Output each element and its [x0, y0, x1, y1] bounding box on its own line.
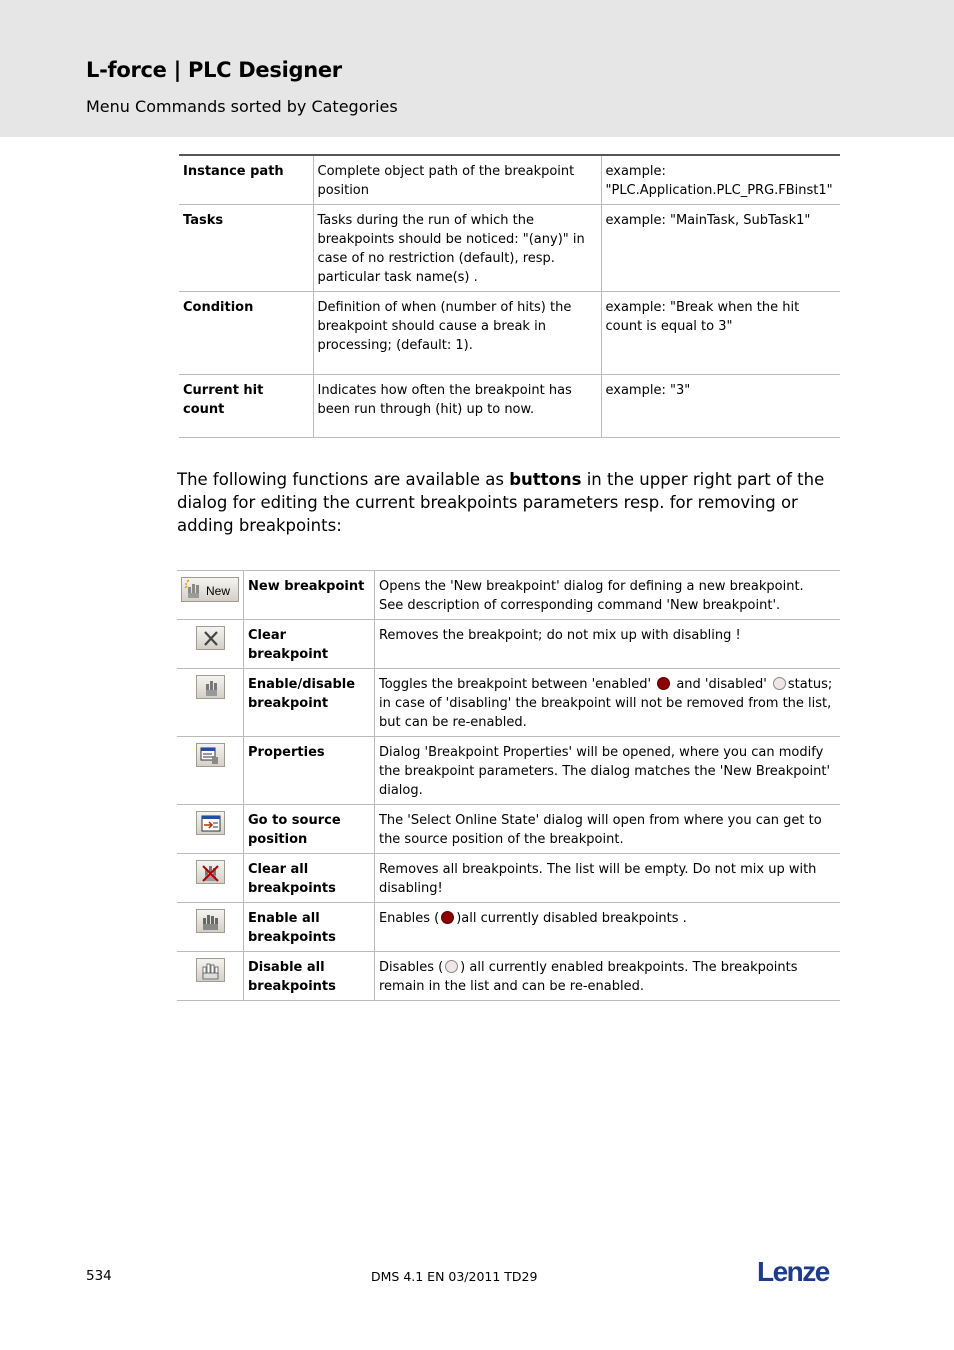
button-description: Dialog 'Breakpoint Properties' will be opened, where you can modify the breakpoint parameters. The dialog matches the 'New Breakpoint' dialog.	[374, 737, 840, 805]
param-description: Definition of when (number of hits) the breakpoint should cause a break in processing; (default: 1).	[313, 292, 601, 375]
button-description: Enables ( )all currently disabled breakpoints .	[374, 903, 840, 952]
table-row	[179, 205, 840, 292]
button-name: Clear breakpoint	[244, 620, 375, 669]
new-breakpoint-icon: New	[181, 577, 239, 602]
table-row	[177, 669, 840, 737]
svg-text:Lenze: Lenze	[757, 1256, 829, 1287]
button-name: Disable all breakpoints	[244, 952, 375, 1001]
document-title: L-force | PLC Designer	[86, 58, 342, 82]
clear-all-breakpoints-icon	[196, 860, 225, 884]
param-example: example: "Break when the hit count is equal to 3"	[601, 292, 840, 375]
button-description: Opens the 'New breakpoint' dialog for defining a new breakpoint. See description of corresponding command 'New breakpoint'.	[374, 571, 840, 620]
table-row	[177, 737, 840, 805]
enable-all-breakpoints-icon	[196, 909, 225, 933]
enabled-breakpoint-icon	[441, 911, 454, 924]
disabled-breakpoint-icon	[773, 677, 786, 690]
button-description: The 'Select Online State' dialog will open from where you can get to the source position of the breakpoint.	[374, 805, 840, 854]
param-name: Instance path	[179, 155, 313, 205]
button-name: Properties	[244, 737, 375, 805]
button-name: Enable all breakpoints	[244, 903, 375, 952]
properties-icon	[196, 743, 225, 767]
table-row	[179, 375, 840, 438]
page-header	[0, 0, 954, 137]
table-row	[179, 155, 840, 205]
table-row	[177, 952, 840, 1001]
intro-paragraph: The following functions are available as buttons in the upper right part of the dialog for editing the current breakpoints parameters resp. for removing or adding breakpoints:	[177, 470, 825, 535]
enable-disable-breakpoint-icon	[196, 675, 225, 699]
button-name: New breakpoint	[244, 571, 375, 620]
enabled-breakpoint-icon	[657, 677, 670, 690]
button-description: Removes all breakpoints. The list will be empty. Do not mix up with disabling!	[374, 854, 840, 903]
param-description: Indicates how often the breakpoint has been run through (hit) up to now.	[313, 375, 601, 438]
clear-breakpoint-icon	[196, 626, 225, 650]
button-description: Removes the breakpoint; do not mix up with disabling !	[374, 620, 840, 669]
document-id: DMS 4.1 EN 03/2011 TD29	[371, 1269, 538, 1284]
param-example: example: "3"	[601, 375, 840, 438]
param-example: example: "PLC.Application.PLC_PRG.FBinst1"	[601, 155, 840, 205]
param-description: Complete object path of the breakpoint position	[313, 155, 601, 205]
lenze-logo	[757, 1254, 837, 1288]
param-name: Condition	[179, 292, 313, 375]
param-description: Tasks during the run of which the breakpoints should be noticed: "(any)" in case of no restriction (default), resp. particular task name(s) .	[313, 205, 601, 292]
table-row	[177, 805, 840, 854]
button-name: Enable/disable breakpoint	[244, 669, 375, 737]
table-row	[177, 854, 840, 903]
disabled-breakpoint-icon	[445, 960, 458, 973]
param-example: example: "MainTask, SubTask1"	[601, 205, 840, 292]
param-name: Current hit count	[179, 375, 313, 438]
table-row	[179, 292, 840, 375]
button-name: Go to source position	[244, 805, 375, 854]
disable-all-breakpoints-icon	[196, 958, 225, 982]
button-description: Disables ( ) all currently enabled breakpoints. The breakpoints remain in the list and can be re-enabled.	[374, 952, 840, 1001]
document-subtitle: Menu Commands sorted by Categories	[86, 97, 398, 116]
page-number: 534	[86, 1268, 112, 1284]
go-to-source-icon	[196, 811, 225, 835]
dialog-buttons-table	[177, 570, 840, 1001]
button-name: Clear all breakpoints	[244, 854, 375, 903]
breakpoint-parameters-table	[179, 154, 840, 438]
table-row	[177, 903, 840, 952]
button-description: Toggles the breakpoint between 'enabled' and 'disabled' status; in case of 'disabling' the breakpoint will not be removed from the list, but can be re-enabled.	[374, 669, 840, 737]
param-name: Tasks	[179, 205, 313, 292]
table-row	[177, 620, 840, 669]
table-row	[177, 571, 840, 620]
